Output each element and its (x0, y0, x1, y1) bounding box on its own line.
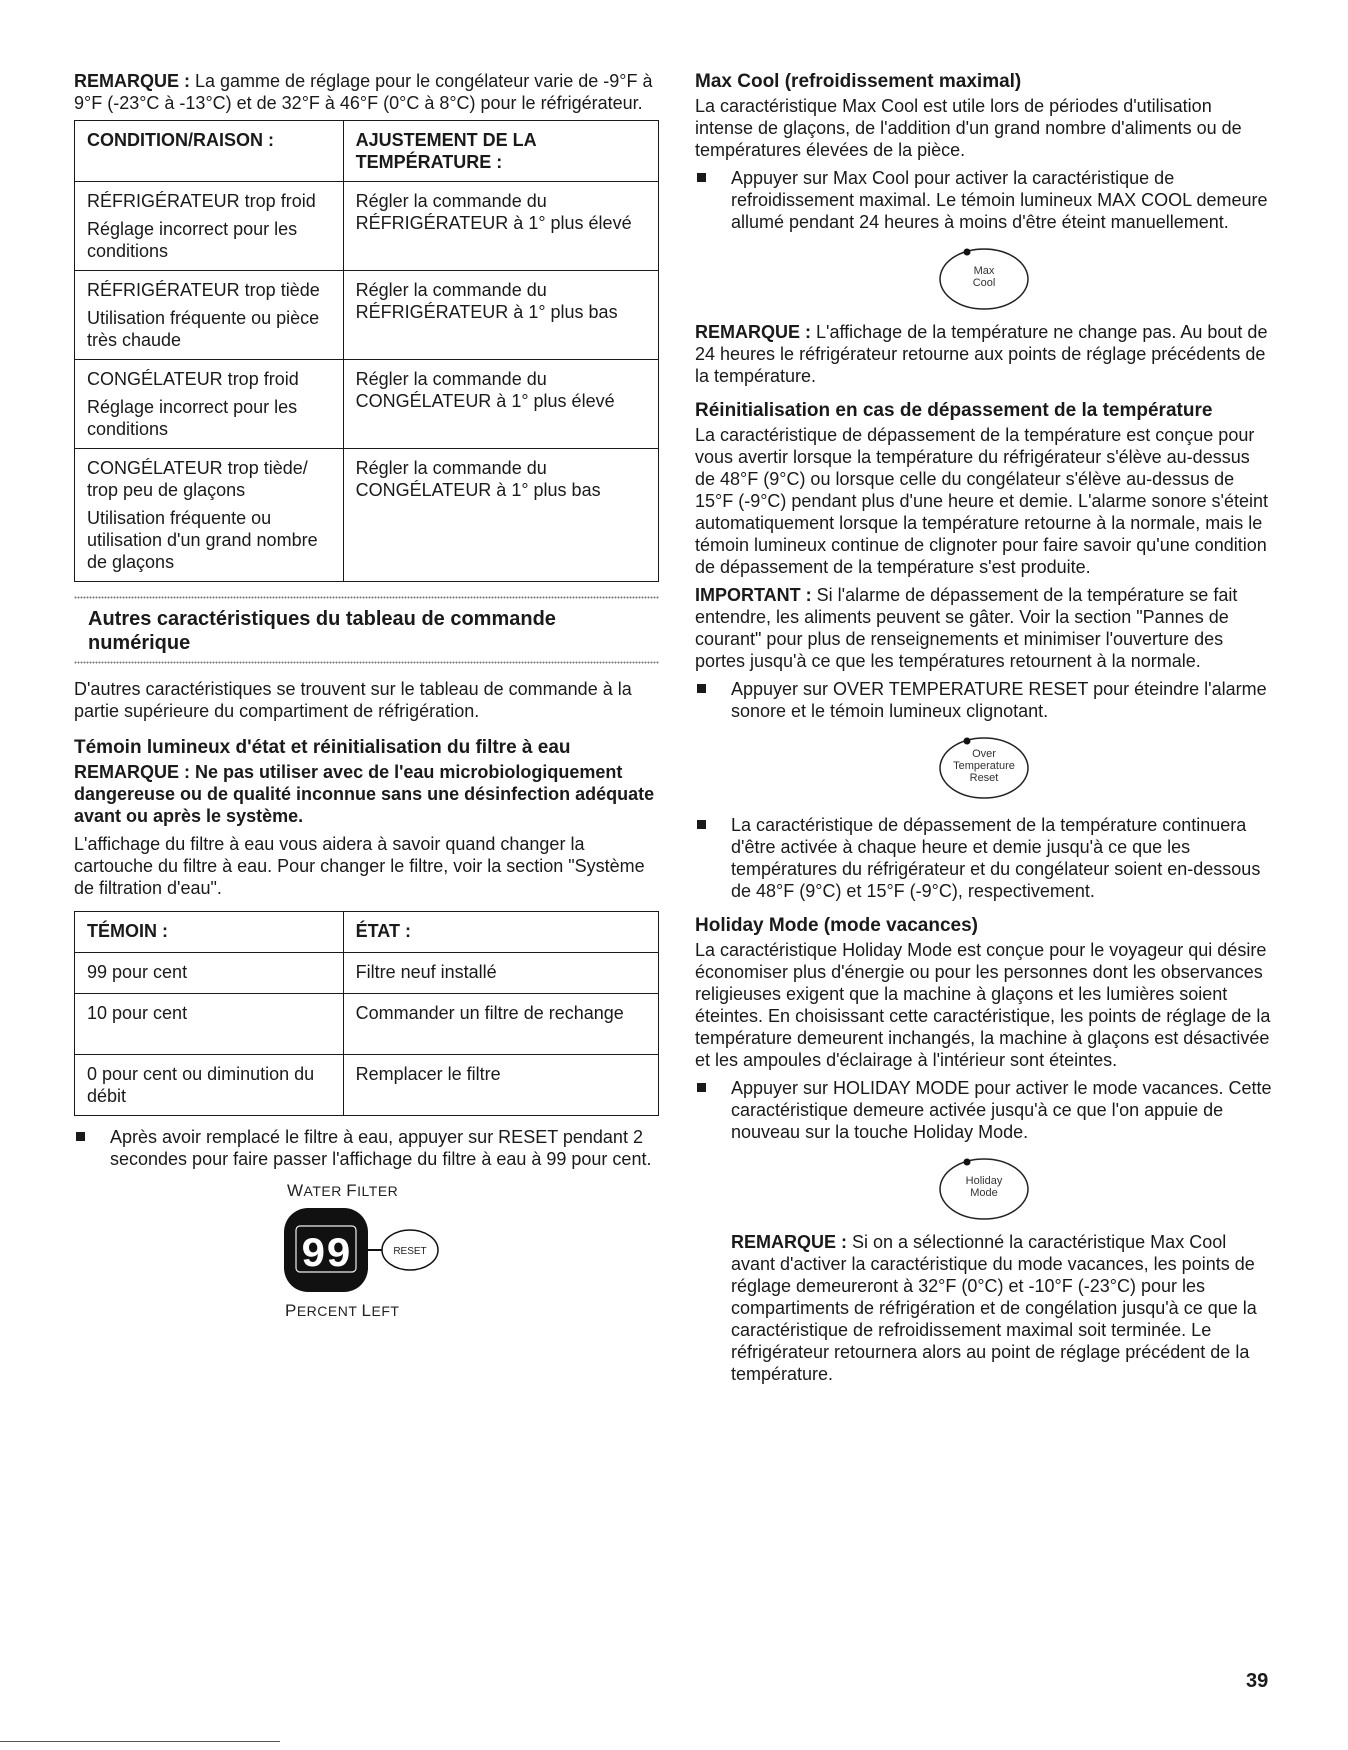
header-condition: CONDITION/RAISON : (75, 121, 344, 182)
header-adjust: AJUSTEMENT DE LA TEMPÉRATURE : (343, 121, 658, 182)
filter-heading: Témoin lumineux d'état et réinitialisation du filtre à eau (74, 737, 571, 758)
holiday-note: REMARQUE : Si on a sélectionné la caractéristique Max Cool avant d'activer la caractéristique du mode vacances, les points de réglage demeureront à 32°F (0°C) et -10°F (-23°C) pour les compartiments de réfrigération et de congélation jusqu'à ce que la caractéristique de refroidissement maximal soit terminée. Le réfrigérateur retournera alors au point de réglage précédent de la température. (731, 1232, 1257, 1384)
section-title: Autres caractéristiques du tableau de commande numérique (88, 608, 556, 654)
holiday-instruction: Appuyer sur HOLIDAY MODE pour activer le mode vacances. Cette caractéristique demeure activée jusqu'à ce que l'on appuie de nouveau sur la touche Holiday Mode. (695, 1077, 1273, 1143)
temperature-adjust-table (74, 120, 659, 582)
table-row: RÉFRIGÉRATEUR trop tiède Utilisation fréquente ou pièce très chaude Régler la commande du RÉFRIGÉRATEUR à 1° plus bas (75, 271, 659, 360)
water-filter-label: WATER FILTER (287, 1181, 399, 1200)
overtemp-heading: Réinitialisation en cas de dépassement de la température (695, 400, 1213, 421)
table-row: RÉFRIGÉRATEUR trop froid Réglage incorrect pour les conditions Régler la commande du RÉFRIGÉRATEUR à 1° plus élevé (75, 182, 659, 271)
bullet-icon (697, 684, 706, 693)
holiday-mode-button[interactable]: Holiday Mode (936, 1153, 1032, 1221)
water-filter-display (282, 1206, 452, 1294)
table-row: 0 pour cent ou diminution du débit Remplacer le filtre (75, 1055, 659, 1116)
overtemp-text: La caractéristique de dépassement de la température est conçue pour vous avertir lorsque la température du réfrigérateur s'élève au-dessus de 48°F (9°C) ou lorsque celle du congélateur s'élève au-dessus de 15°F (-9°C) pendant plus d'une heure et demie. L'alarme sonore s'éteint automatiquement lorsque la température retourne à la normale, mais le témoin lumineux continue de clignoter pour faire savoir qu'une condition de dépassement de la température s'est produite. (695, 425, 1269, 577)
section-intro: D'autres caractéristiques se trouvent sur le tableau de commande à la partie supérieure du compartiment de réfrigération. (74, 679, 632, 721)
table-row: CONGÉLATEUR trop froid Réglage incorrect pour les conditions Régler la commande du CONGÉLATEUR à 1° plus élevé (75, 360, 659, 449)
page-number: 39 (1246, 1670, 1269, 1692)
over-temperature-reset-button[interactable]: Over Temperature Reset (936, 732, 1032, 800)
bullet-icon (697, 173, 706, 182)
table-row: 10 pour cent Commander un filtre de rechange (75, 994, 659, 1055)
bullet-icon (76, 1132, 85, 1141)
header-indicator: TÉMOIN : (75, 912, 344, 953)
overtemp-continuation: La caractéristique de dépassement de la température continuera d'être activée à chaque heure et demie jusqu'à ce que les températures du réfrigérateur et du congélateur soient en-dessous de 48°F (9°C) et 15°F (-9°C), respectivement. (695, 814, 1273, 902)
table-header-row (75, 121, 659, 182)
holiday-text: La caractéristique Holiday Mode est conçue pour le voyageur qui désire économiser plus d'énergie ou pour les personnes dont les observances religieuses exigent que la machine à glaçons et les lumières soient éteintes. En choisissant cette caractéristique, les points de réglage de la température demeurent inchangés, la machine à glaçons est désactivée et les ampoules d'éclairage à l'intérieur sont éteintes. (695, 940, 1271, 1070)
table-row: CONGÉLATEUR trop tiède/ trop peu de glaçons Utilisation fréquente ou utilisation d'un grand nombre de glaçons Régler la commande du CONGÉLATEUR à 1° plus bas (75, 449, 659, 582)
left-column (74, 70, 659, 1340)
overtemp-instruction: Appuyer sur OVER TEMPERATURE RESET pour éteindre l'alarme sonore et le témoin lumineux clignotant. (695, 678, 1273, 722)
filter-text: L'affichage du filtre à eau vous aidera à savoir quand changer la cartouche du filtre à eau. Pour changer le filtre, voir la section "Système de filtration d'eau". (74, 834, 645, 898)
reset-button-label: RESET (393, 1246, 427, 1257)
header-state: ÉTAT : (343, 912, 658, 953)
right-column (695, 70, 1273, 1391)
table-row: 99 pour cent Filtre neuf installé (75, 953, 659, 994)
bullet-icon (697, 1083, 706, 1092)
water-filter-panel (74, 1180, 659, 1340)
footer-rule (0, 1741, 280, 1742)
maxcool-instruction: Appuyer sur Max Cool pour activer la caractéristique de refroidissement maximal. Le témoin lumineux MAX COOL demeure allumé pendant 24 heures à moins d'être éteint manuellement. (695, 167, 1273, 233)
percent-readout: 99 (300, 1231, 352, 1279)
holiday-heading: Holiday Mode (mode vacances) (695, 915, 978, 936)
percent-left-label: PERCENT LEFT (285, 1301, 400, 1320)
bullet-icon (697, 820, 706, 829)
freezer-range-note: REMARQUE : La gamme de réglage pour le congélateur varie de -9°F à 9°F (-23°C à -13°C) et de 32°F à 46°F (0°C à 8°C) pour le réfrigérateur. (74, 71, 653, 113)
table-header-row (75, 912, 659, 953)
section-band (74, 596, 659, 664)
maxcool-heading: Max Cool (refroidissement maximal) (695, 71, 1022, 92)
dotted-divider (74, 661, 659, 664)
max-cool-button[interactable]: Max Cool (936, 243, 1032, 311)
important-note: IMPORTANT : Si l'alarme de dépassement de la température se fait entendre, les aliments peuvent se gâter. Voir la section "Pannes de courant" pour plus de renseignements et minimiser l'ouverture des portes jusqu'à ce que les températures retournent à la normale. (695, 585, 1238, 671)
maxcool-text: La caractéristique Max Cool est utile lors de périodes d'utilisation intense de glaçons, de l'addition d'un grand nombre d'aliments ou de températures élevées de la pièce. (695, 96, 1242, 160)
filter-warning: REMARQUE : Ne pas utiliser avec de l'eau microbiologiquement dangereuse ou de qualité inconnue sans une désinfection adéquate avant ou après le système. (74, 762, 655, 826)
filter-status-table (74, 911, 659, 1116)
reset-instruction: Après avoir remplacé le filtre à eau, appuyer sur RESET pendant 2 secondes pour faire passer l'affichage du filtre à eau à 99 pour cent. (74, 1126, 659, 1170)
maxcool-note: REMARQUE : L'affichage de la température ne change pas. Au bout de 24 heures le réfrigérateur retourne aux points de réglage précédents de la température. (695, 322, 1268, 386)
